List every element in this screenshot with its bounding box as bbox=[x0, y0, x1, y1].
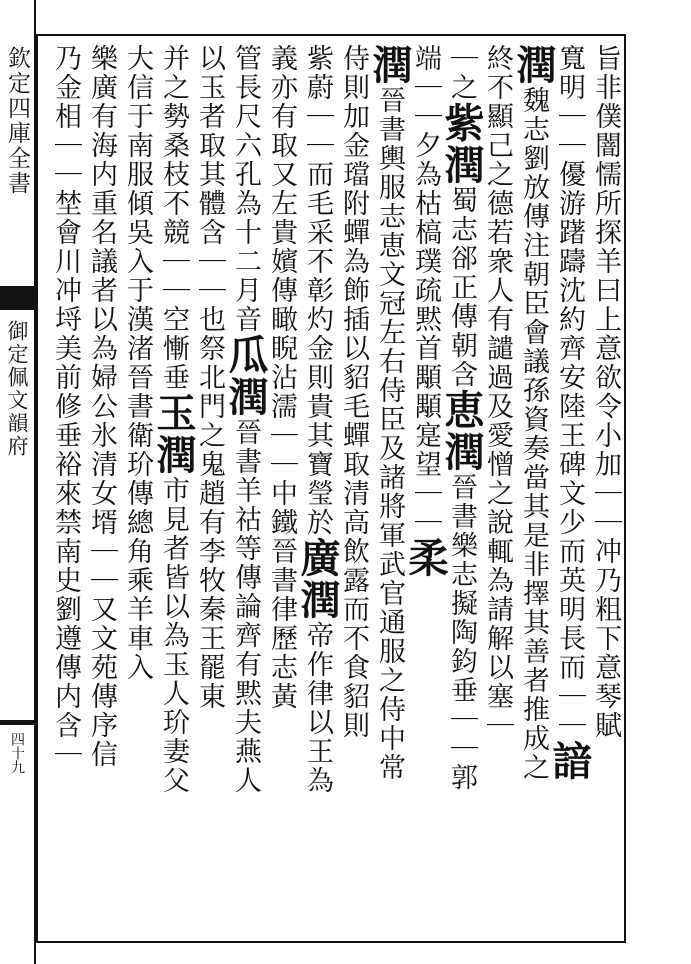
text-column-8: 侍則加金璫附蟬為飾插以貂毛蟬取清高飲露而不食貂則 bbox=[338, 44, 369, 740]
text-column-15: 樂廣有海内重名議者以為婦公氷清女壻｜｜又文苑傳序信 bbox=[86, 44, 117, 769]
text-column-1: 旨非僕闇懦所探羊曰上意欲令小加｜｜冲乃粗下意琴賦 bbox=[590, 44, 621, 740]
text-column-11: 管長尺六孔為十二月音瓜潤晉書羊祜等傳論齊有黙夫燕人 bbox=[222, 44, 269, 795]
text-column-6: 端｜｜夕為枯槁璞疏黙首顒顒寔望｜｜柔 bbox=[402, 44, 449, 579]
text-column-9: 紫蔚｜｜而毛采不彰灼金則貴其寶瑩於廣潤帝作律以王為 bbox=[294, 44, 341, 795]
text-column-10: 義亦有取又左貴嬪傳瞰睨沾濡｜｜中鐵晉書律歷志黃 bbox=[266, 44, 297, 711]
text-column-4: 終不顯己之德若衆人有譴過及愛憎之說輒為請解以塞｜ bbox=[482, 44, 513, 740]
text-column-12: 以玉者取其體含｜｜也祭北門之鬼趙有李牧秦王罷東 bbox=[194, 44, 225, 711]
text-column-3: 潤魏志劉放傳注朝臣會議孫資奏當其是非擇其善者推成之 bbox=[510, 44, 557, 782]
page-fold-line bbox=[34, 0, 36, 964]
page-number: 四十九 bbox=[9, 732, 25, 774]
text-column-7: 潤晉書輿服志恵文冠左右侍臣及諸將軍武官通服之侍中常 bbox=[366, 44, 413, 782]
section-title: 御定佩文韻府 bbox=[5, 320, 29, 458]
text-column-2: 寬明｜｜優游躇躊沈約齊安陸王碑文少而英明長而｜｜諳 bbox=[546, 44, 593, 782]
text-column-16: 乃金相｜｜埜會川冲埒美前修垂裕來禁南史劉遵傳内含｜ bbox=[50, 44, 81, 769]
fish-tail-mark-lower bbox=[0, 720, 34, 725]
book-title: 欽定四庫全書 bbox=[4, 46, 30, 196]
text-column-5: ｜之紫潤蜀志郤正傳朝含恵潤晉書樂志擬陶鈞垂｜｜郭 bbox=[438, 44, 485, 792]
text-column-14: 大信于南服傾吳入于漢渚晉書衛玠傳總角乘羊車入 bbox=[122, 44, 153, 682]
fish-tail-mark bbox=[0, 286, 34, 310]
text-column-13: 并之勢桑枝不競｜｜空慚垂玉潤市見者皆以為玉人玠妻父 bbox=[150, 44, 197, 795]
